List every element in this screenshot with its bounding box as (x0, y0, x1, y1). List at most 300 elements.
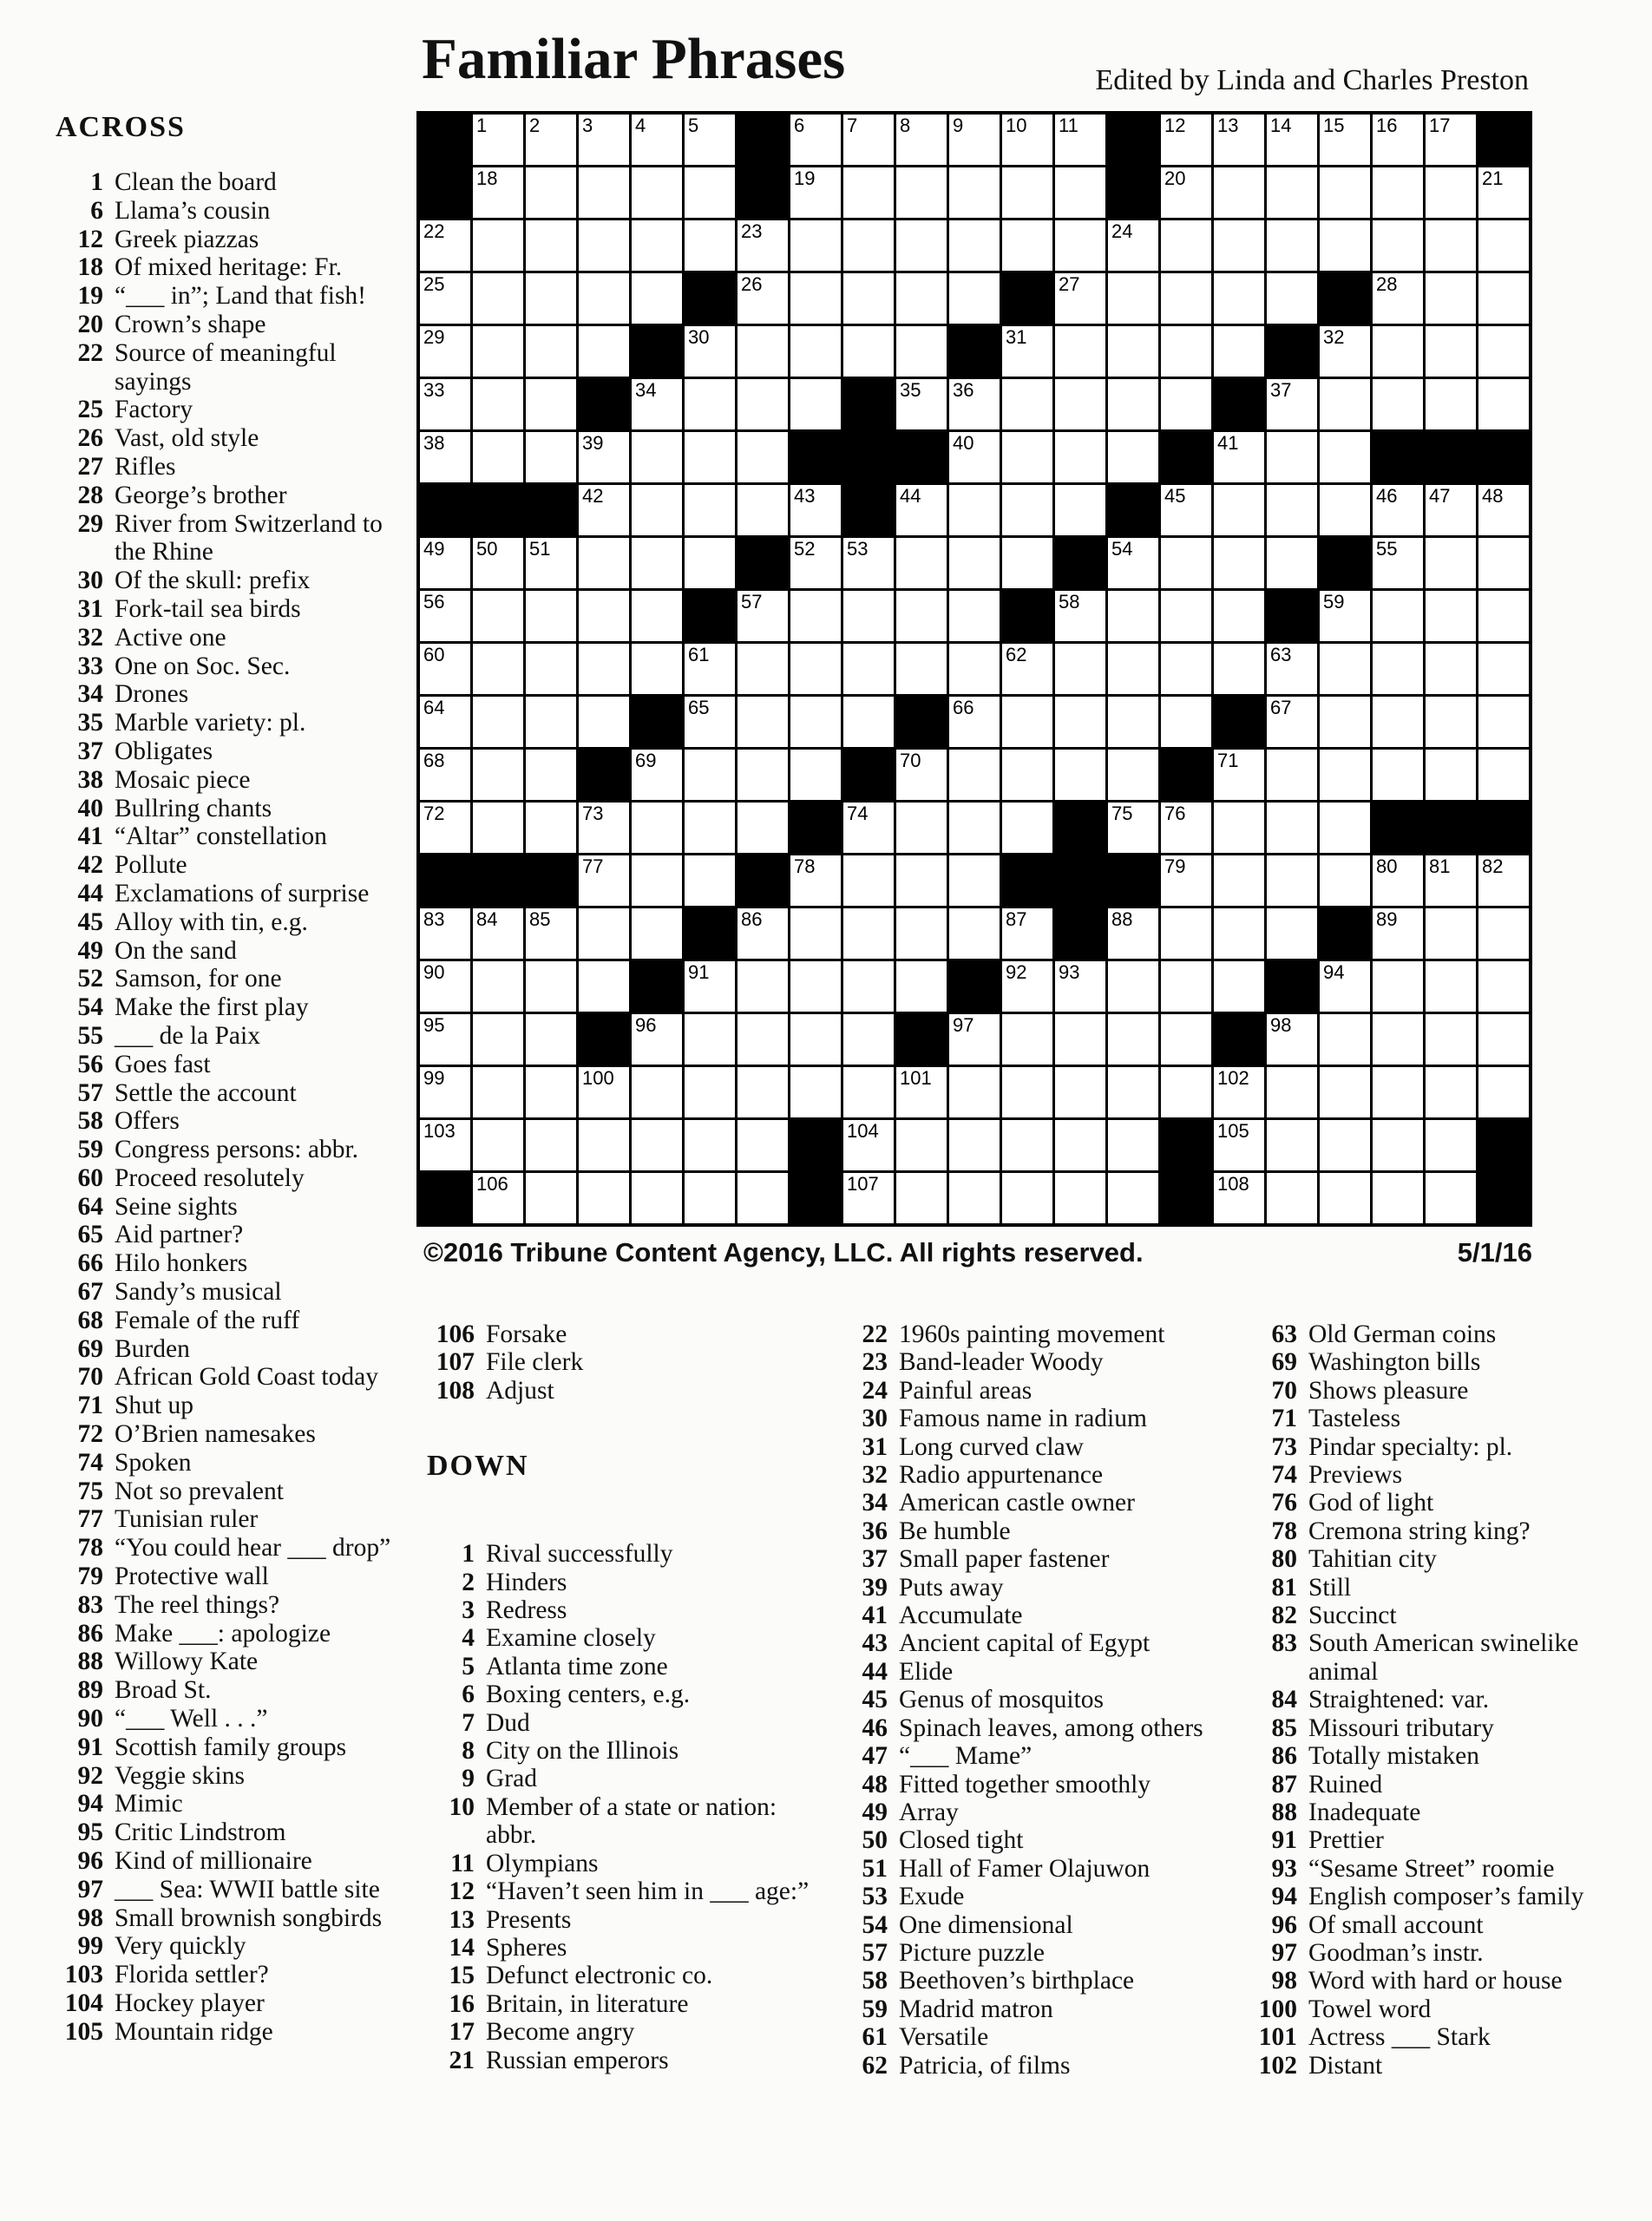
grid-cell-r14c4[interactable] (579, 803, 629, 853)
grid-cell-r19c6[interactable] (685, 1067, 735, 1117)
grid-cell-r5c9[interactable] (843, 326, 894, 377)
grid-cell-r13c21[interactable] (1478, 750, 1529, 800)
grid-cell-r1c12[interactable] (1002, 115, 1052, 165)
grid-cell-r5c8[interactable] (790, 326, 841, 377)
grid-cell-r14c16[interactable] (1214, 803, 1264, 853)
grid-cell-r13c7[interactable] (738, 750, 788, 800)
grid-cell-r13c19[interactable] (1373, 750, 1423, 800)
grid-cell-r19c15[interactable] (1161, 1067, 1211, 1117)
grid-cell-r3c16[interactable] (1214, 220, 1264, 271)
grid-cell-r3c21[interactable] (1478, 220, 1529, 271)
grid-cell-r8c15[interactable] (1161, 485, 1211, 535)
grid-cell-r11c1[interactable] (420, 644, 470, 694)
grid-cell-r15c20[interactable] (1426, 855, 1476, 906)
grid-cell-r11c15[interactable] (1161, 644, 1211, 694)
grid-cell-r1c10[interactable] (896, 115, 947, 165)
grid-cell-r9c2[interactable] (473, 538, 523, 588)
grid-cell-r16c1[interactable] (420, 908, 470, 959)
grid-cell-r4c2[interactable] (473, 273, 523, 324)
grid-cell-r12c1[interactable] (420, 697, 470, 747)
grid-cell-r1c2[interactable] (473, 115, 523, 165)
grid-cell-r6c17[interactable] (1267, 379, 1317, 429)
grid-cell-r15c9[interactable] (843, 855, 894, 906)
grid-cell-r15c15[interactable] (1161, 855, 1211, 906)
grid-cell-r2c12[interactable] (1002, 167, 1052, 218)
grid-cell-r18c21[interactable] (1478, 1014, 1529, 1065)
grid-cell-r21c6[interactable] (685, 1173, 735, 1223)
grid-cell-r11c13[interactable] (1055, 644, 1105, 694)
grid-cell-r18c1[interactable] (420, 1014, 470, 1065)
grid-cell-r14c17[interactable] (1267, 803, 1317, 853)
grid-cell-r9c3[interactable] (526, 538, 576, 588)
grid-cell-r20c3[interactable] (526, 1120, 576, 1170)
grid-cell-r5c1[interactable] (420, 326, 470, 377)
grid-cell-r9c10[interactable] (896, 538, 947, 588)
grid-cell-r3c17[interactable] (1267, 220, 1317, 271)
grid-cell-r1c19[interactable] (1373, 115, 1423, 165)
grid-cell-r5c12[interactable] (1002, 326, 1052, 377)
grid-cell-r19c16[interactable] (1214, 1067, 1264, 1117)
grid-cell-r13c14[interactable] (1108, 750, 1158, 800)
grid-cell-r10c13[interactable] (1055, 591, 1105, 641)
grid-cell-r1c18[interactable] (1320, 115, 1370, 165)
grid-cell-r14c5[interactable] (632, 803, 682, 853)
grid-cell-r8c17[interactable] (1267, 485, 1317, 535)
grid-cell-r10c18[interactable] (1320, 591, 1370, 641)
grid-cell-r21c11[interactable] (949, 1173, 1000, 1223)
grid-cell-r7c5[interactable] (632, 432, 682, 482)
grid-cell-r11c9[interactable] (843, 644, 894, 694)
grid-cell-r7c14[interactable] (1108, 432, 1158, 482)
grid-cell-r19c12[interactable] (1002, 1067, 1052, 1117)
grid-cell-r18c14[interactable] (1108, 1014, 1158, 1065)
grid-cell-r1c13[interactable] (1055, 115, 1105, 165)
grid-cell-r2c20[interactable] (1426, 167, 1476, 218)
grid-cell-r1c6[interactable] (685, 115, 735, 165)
grid-cell-r9c8[interactable] (790, 538, 841, 588)
grid-cell-r21c10[interactable] (896, 1173, 947, 1223)
grid-cell-r2c3[interactable] (526, 167, 576, 218)
grid-cell-r5c3[interactable] (526, 326, 576, 377)
grid-cell-r21c17[interactable] (1267, 1173, 1317, 1223)
grid-cell-r5c20[interactable] (1426, 326, 1476, 377)
grid-cell-r5c16[interactable] (1214, 326, 1264, 377)
grid-cell-r11c17[interactable] (1267, 644, 1317, 694)
grid-cell-r15c18[interactable] (1320, 855, 1370, 906)
grid-cell-r6c14[interactable] (1108, 379, 1158, 429)
grid-cell-r9c16[interactable] (1214, 538, 1264, 588)
grid-cell-r6c13[interactable] (1055, 379, 1105, 429)
grid-cell-r18c6[interactable] (685, 1014, 735, 1065)
grid-cell-r16c12[interactable] (1002, 908, 1052, 959)
grid-cell-r5c4[interactable] (579, 326, 629, 377)
grid-cell-r16c7[interactable] (738, 908, 788, 959)
grid-cell-r16c3[interactable] (526, 908, 576, 959)
grid-cell-r16c15[interactable] (1161, 908, 1211, 959)
grid-cell-r14c14[interactable] (1108, 803, 1158, 853)
grid-cell-r10c5[interactable] (632, 591, 682, 641)
grid-cell-r19c2[interactable] (473, 1067, 523, 1117)
grid-cell-r9c4[interactable] (579, 538, 629, 588)
grid-cell-r4c21[interactable] (1478, 273, 1529, 324)
grid-cell-r3c10[interactable] (896, 220, 947, 271)
grid-cell-r7c18[interactable] (1320, 432, 1370, 482)
grid-cell-r17c21[interactable] (1478, 961, 1529, 1012)
grid-cell-r4c8[interactable] (790, 273, 841, 324)
grid-cell-r18c9[interactable] (843, 1014, 894, 1065)
grid-cell-r8c16[interactable] (1214, 485, 1264, 535)
grid-cell-r2c9[interactable] (843, 167, 894, 218)
grid-cell-r2c16[interactable] (1214, 167, 1264, 218)
grid-cell-r17c6[interactable] (685, 961, 735, 1012)
grid-cell-r8c5[interactable] (632, 485, 682, 535)
grid-cell-r10c15[interactable] (1161, 591, 1211, 641)
grid-cell-r16c21[interactable] (1478, 908, 1529, 959)
grid-cell-r17c7[interactable] (738, 961, 788, 1012)
grid-cell-r12c11[interactable] (949, 697, 1000, 747)
grid-cell-r11c10[interactable] (896, 644, 947, 694)
grid-cell-r17c12[interactable] (1002, 961, 1052, 1012)
grid-cell-r13c18[interactable] (1320, 750, 1370, 800)
grid-cell-r19c14[interactable] (1108, 1067, 1158, 1117)
grid-cell-r16c20[interactable] (1426, 908, 1476, 959)
grid-cell-r13c3[interactable] (526, 750, 576, 800)
grid-cell-r4c17[interactable] (1267, 273, 1317, 324)
grid-cell-r6c5[interactable] (632, 379, 682, 429)
grid-cell-r3c15[interactable] (1161, 220, 1211, 271)
grid-cell-r5c2[interactable] (473, 326, 523, 377)
grid-cell-r6c3[interactable] (526, 379, 576, 429)
grid-cell-r18c20[interactable] (1426, 1014, 1476, 1065)
grid-cell-r11c7[interactable] (738, 644, 788, 694)
grid-cell-r9c12[interactable] (1002, 538, 1052, 588)
grid-cell-r1c17[interactable] (1267, 115, 1317, 165)
grid-cell-r21c19[interactable] (1373, 1173, 1423, 1223)
grid-cell-r17c14[interactable] (1108, 961, 1158, 1012)
grid-cell-r5c18[interactable] (1320, 326, 1370, 377)
grid-cell-r4c16[interactable] (1214, 273, 1264, 324)
grid-cell-r21c18[interactable] (1320, 1173, 1370, 1223)
grid-cell-r12c19[interactable] (1373, 697, 1423, 747)
grid-cell-r18c7[interactable] (738, 1014, 788, 1065)
grid-cell-r10c8[interactable] (790, 591, 841, 641)
grid-cell-r6c15[interactable] (1161, 379, 1211, 429)
grid-cell-r3c4[interactable] (579, 220, 629, 271)
grid-cell-r5c21[interactable] (1478, 326, 1529, 377)
grid-cell-r19c8[interactable] (790, 1067, 841, 1117)
grid-cell-r17c9[interactable] (843, 961, 894, 1012)
grid-cell-r19c5[interactable] (632, 1067, 682, 1117)
grid-cell-r1c15[interactable] (1161, 115, 1211, 165)
grid-cell-r3c19[interactable] (1373, 220, 1423, 271)
grid-cell-r10c1[interactable] (420, 591, 470, 641)
grid-cell-r20c5[interactable] (632, 1120, 682, 1170)
grid-cell-r16c19[interactable] (1373, 908, 1423, 959)
grid-cell-r2c6[interactable] (685, 167, 735, 218)
grid-cell-r19c10[interactable] (896, 1067, 947, 1117)
grid-cell-r6c1[interactable] (420, 379, 470, 429)
grid-cell-r14c15[interactable] (1161, 803, 1211, 853)
grid-cell-r16c2[interactable] (473, 908, 523, 959)
grid-cell-r19c17[interactable] (1267, 1067, 1317, 1117)
grid-cell-r17c10[interactable] (896, 961, 947, 1012)
grid-cell-r4c7[interactable] (738, 273, 788, 324)
grid-cell-r10c21[interactable] (1478, 591, 1529, 641)
grid-cell-r9c20[interactable] (1426, 538, 1476, 588)
grid-cell-r4c14[interactable] (1108, 273, 1158, 324)
grid-cell-r12c17[interactable] (1267, 697, 1317, 747)
grid-cell-r2c13[interactable] (1055, 167, 1105, 218)
grid-cell-r5c13[interactable] (1055, 326, 1105, 377)
grid-cell-r18c17[interactable] (1267, 1014, 1317, 1065)
grid-cell-r1c20[interactable] (1426, 115, 1476, 165)
grid-cell-r17c1[interactable] (420, 961, 470, 1012)
grid-cell-r21c4[interactable] (579, 1173, 629, 1223)
grid-cell-r2c11[interactable] (949, 167, 1000, 218)
grid-cell-r21c12[interactable] (1002, 1173, 1052, 1223)
grid-cell-r13c8[interactable] (790, 750, 841, 800)
grid-cell-r12c2[interactable] (473, 697, 523, 747)
grid-cell-r21c2[interactable] (473, 1173, 523, 1223)
grid-cell-r12c9[interactable] (843, 697, 894, 747)
grid-cell-r10c11[interactable] (949, 591, 1000, 641)
grid-cell-r11c4[interactable] (579, 644, 629, 694)
grid-cell-r16c8[interactable] (790, 908, 841, 959)
grid-cell-r17c2[interactable] (473, 961, 523, 1012)
grid-cell-r19c1[interactable] (420, 1067, 470, 1117)
grid-cell-r21c13[interactable] (1055, 1173, 1105, 1223)
grid-cell-r11c6[interactable] (685, 644, 735, 694)
grid-cell-r10c3[interactable] (526, 591, 576, 641)
grid-cell-r13c11[interactable] (949, 750, 1000, 800)
grid-cell-r18c2[interactable] (473, 1014, 523, 1065)
grid-cell-r15c11[interactable] (949, 855, 1000, 906)
grid-cell-r13c17[interactable] (1267, 750, 1317, 800)
grid-cell-r6c2[interactable] (473, 379, 523, 429)
grid-cell-r4c20[interactable] (1426, 273, 1476, 324)
grid-cell-r16c17[interactable] (1267, 908, 1317, 959)
grid-cell-r8c11[interactable] (949, 485, 1000, 535)
grid-cell-r13c2[interactable] (473, 750, 523, 800)
grid-cell-r19c4[interactable] (579, 1067, 629, 1117)
grid-cell-r6c19[interactable] (1373, 379, 1423, 429)
grid-cell-r2c19[interactable] (1373, 167, 1423, 218)
grid-cell-r17c4[interactable] (579, 961, 629, 1012)
grid-cell-r12c21[interactable] (1478, 697, 1529, 747)
grid-cell-r14c2[interactable] (473, 803, 523, 853)
grid-cell-r5c6[interactable] (685, 326, 735, 377)
grid-cell-r10c20[interactable] (1426, 591, 1476, 641)
grid-cell-r14c7[interactable] (738, 803, 788, 853)
grid-cell-r10c2[interactable] (473, 591, 523, 641)
grid-cell-r8c4[interactable] (579, 485, 629, 535)
grid-cell-r9c19[interactable] (1373, 538, 1423, 588)
grid-cell-r14c1[interactable] (420, 803, 470, 853)
grid-cell-r21c20[interactable] (1426, 1173, 1476, 1223)
grid-cell-r13c16[interactable] (1214, 750, 1264, 800)
grid-cell-r10c9[interactable] (843, 591, 894, 641)
grid-cell-r12c4[interactable] (579, 697, 629, 747)
grid-cell-r19c19[interactable] (1373, 1067, 1423, 1117)
grid-cell-r19c3[interactable] (526, 1067, 576, 1117)
grid-cell-r11c21[interactable] (1478, 644, 1529, 694)
grid-cell-r14c6[interactable] (685, 803, 735, 853)
grid-cell-r11c8[interactable] (790, 644, 841, 694)
grid-cell-r2c15[interactable] (1161, 167, 1211, 218)
grid-cell-r6c12[interactable] (1002, 379, 1052, 429)
grid-cell-r1c11[interactable] (949, 115, 1000, 165)
grid-cell-r18c19[interactable] (1373, 1014, 1423, 1065)
grid-cell-r7c12[interactable] (1002, 432, 1052, 482)
grid-cell-r9c6[interactable] (685, 538, 735, 588)
grid-cell-r10c7[interactable] (738, 591, 788, 641)
grid-cell-r16c11[interactable] (949, 908, 1000, 959)
grid-cell-r6c18[interactable] (1320, 379, 1370, 429)
grid-cell-r13c20[interactable] (1426, 750, 1476, 800)
grid-cell-r1c9[interactable] (843, 115, 894, 165)
grid-cell-r13c6[interactable] (685, 750, 735, 800)
grid-cell-r5c10[interactable] (896, 326, 947, 377)
grid-cell-r8c10[interactable] (896, 485, 947, 535)
grid-cell-r21c14[interactable] (1108, 1173, 1158, 1223)
grid-cell-r3c5[interactable] (632, 220, 682, 271)
grid-cell-r15c10[interactable] (896, 855, 947, 906)
grid-cell-r20c13[interactable] (1055, 1120, 1105, 1170)
grid-cell-r14c10[interactable] (896, 803, 947, 853)
grid-cell-r7c3[interactable] (526, 432, 576, 482)
grid-cell-r17c16[interactable] (1214, 961, 1264, 1012)
grid-cell-r11c19[interactable] (1373, 644, 1423, 694)
grid-cell-r6c11[interactable] (949, 379, 1000, 429)
grid-cell-r20c1[interactable] (420, 1120, 470, 1170)
grid-cell-r7c6[interactable] (685, 432, 735, 482)
grid-cell-r5c19[interactable] (1373, 326, 1423, 377)
grid-cell-r8c6[interactable] (685, 485, 735, 535)
grid-cell-r3c8[interactable] (790, 220, 841, 271)
grid-cell-r9c11[interactable] (949, 538, 1000, 588)
grid-cell-r4c13[interactable] (1055, 273, 1105, 324)
grid-cell-r17c13[interactable] (1055, 961, 1105, 1012)
grid-cell-r11c16[interactable] (1214, 644, 1264, 694)
grid-cell-r3c1[interactable] (420, 220, 470, 271)
grid-cell-r5c7[interactable] (738, 326, 788, 377)
grid-cell-r9c15[interactable] (1161, 538, 1211, 588)
grid-cell-r16c10[interactable] (896, 908, 947, 959)
grid-cell-r3c3[interactable] (526, 220, 576, 271)
grid-cell-r3c13[interactable] (1055, 220, 1105, 271)
grid-cell-r17c20[interactable] (1426, 961, 1476, 1012)
grid-cell-r15c17[interactable] (1267, 855, 1317, 906)
grid-cell-r4c4[interactable] (579, 273, 629, 324)
grid-cell-r2c8[interactable] (790, 167, 841, 218)
grid-cell-r12c12[interactable] (1002, 697, 1052, 747)
grid-cell-r11c20[interactable] (1426, 644, 1476, 694)
grid-cell-r19c11[interactable] (949, 1067, 1000, 1117)
grid-cell-r17c15[interactable] (1161, 961, 1211, 1012)
grid-cell-r15c19[interactable] (1373, 855, 1423, 906)
grid-cell-r7c17[interactable] (1267, 432, 1317, 482)
grid-cell-r11c14[interactable] (1108, 644, 1158, 694)
grid-cell-r18c12[interactable] (1002, 1014, 1052, 1065)
grid-cell-r2c18[interactable] (1320, 167, 1370, 218)
grid-cell-r19c13[interactable] (1055, 1067, 1105, 1117)
grid-cell-r5c14[interactable] (1108, 326, 1158, 377)
grid-cell-r2c21[interactable] (1478, 167, 1529, 218)
grid-cell-r16c16[interactable] (1214, 908, 1264, 959)
grid-cell-r11c11[interactable] (949, 644, 1000, 694)
grid-cell-r6c10[interactable] (896, 379, 947, 429)
grid-cell-r4c15[interactable] (1161, 273, 1211, 324)
grid-cell-r7c1[interactable] (420, 432, 470, 482)
grid-cell-r13c1[interactable] (420, 750, 470, 800)
grid-cell-r21c16[interactable] (1214, 1173, 1264, 1223)
grid-cell-r14c12[interactable] (1002, 803, 1052, 853)
grid-cell-r13c5[interactable] (632, 750, 682, 800)
grid-cell-r17c19[interactable] (1373, 961, 1423, 1012)
grid-cell-r16c14[interactable] (1108, 908, 1158, 959)
grid-cell-r4c1[interactable] (420, 273, 470, 324)
grid-cell-r21c7[interactable] (738, 1173, 788, 1223)
grid-cell-r3c2[interactable] (473, 220, 523, 271)
grid-cell-r1c8[interactable] (790, 115, 841, 165)
grid-cell-r11c2[interactable] (473, 644, 523, 694)
grid-cell-r9c21[interactable] (1478, 538, 1529, 588)
grid-cell-r12c3[interactable] (526, 697, 576, 747)
grid-cell-r18c11[interactable] (949, 1014, 1000, 1065)
grid-cell-r12c18[interactable] (1320, 697, 1370, 747)
grid-cell-r16c5[interactable] (632, 908, 682, 959)
grid-cell-r8c8[interactable] (790, 485, 841, 535)
grid-cell-r7c13[interactable] (1055, 432, 1105, 482)
grid-cell-r10c16[interactable] (1214, 591, 1264, 641)
grid-cell-r8c12[interactable] (1002, 485, 1052, 535)
grid-cell-r11c5[interactable] (632, 644, 682, 694)
grid-cell-r8c13[interactable] (1055, 485, 1105, 535)
grid-cell-r11c12[interactable] (1002, 644, 1052, 694)
grid-cell-r7c16[interactable] (1214, 432, 1264, 482)
grid-cell-r14c3[interactable] (526, 803, 576, 853)
grid-cell-r4c9[interactable] (843, 273, 894, 324)
grid-cell-r14c18[interactable] (1320, 803, 1370, 853)
grid-cell-r3c11[interactable] (949, 220, 1000, 271)
grid-cell-r5c15[interactable] (1161, 326, 1211, 377)
grid-cell-r20c6[interactable] (685, 1120, 735, 1170)
grid-cell-r20c9[interactable] (843, 1120, 894, 1170)
grid-cell-r9c9[interactable] (843, 538, 894, 588)
grid-cell-r8c7[interactable] (738, 485, 788, 535)
grid-cell-r9c5[interactable] (632, 538, 682, 588)
grid-cell-r18c13[interactable] (1055, 1014, 1105, 1065)
grid-cell-r15c21[interactable] (1478, 855, 1529, 906)
grid-cell-r14c9[interactable] (843, 803, 894, 853)
grid-cell-r15c4[interactable] (579, 855, 629, 906)
grid-cell-r3c12[interactable] (1002, 220, 1052, 271)
grid-cell-r15c16[interactable] (1214, 855, 1264, 906)
grid-cell-r21c3[interactable] (526, 1173, 576, 1223)
grid-cell-r6c7[interactable] (738, 379, 788, 429)
grid-cell-r20c20[interactable] (1426, 1120, 1476, 1170)
grid-cell-r16c4[interactable] (579, 908, 629, 959)
grid-cell-r3c6[interactable] (685, 220, 735, 271)
grid-cell-r10c14[interactable] (1108, 591, 1158, 641)
grid-cell-r20c17[interactable] (1267, 1120, 1317, 1170)
grid-cell-r4c5[interactable] (632, 273, 682, 324)
grid-cell-r10c4[interactable] (579, 591, 629, 641)
grid-cell-r6c6[interactable] (685, 379, 735, 429)
grid-cell-r3c18[interactable] (1320, 220, 1370, 271)
grid-cell-r8c20[interactable] (1426, 485, 1476, 535)
grid-cell-r20c2[interactable] (473, 1120, 523, 1170)
